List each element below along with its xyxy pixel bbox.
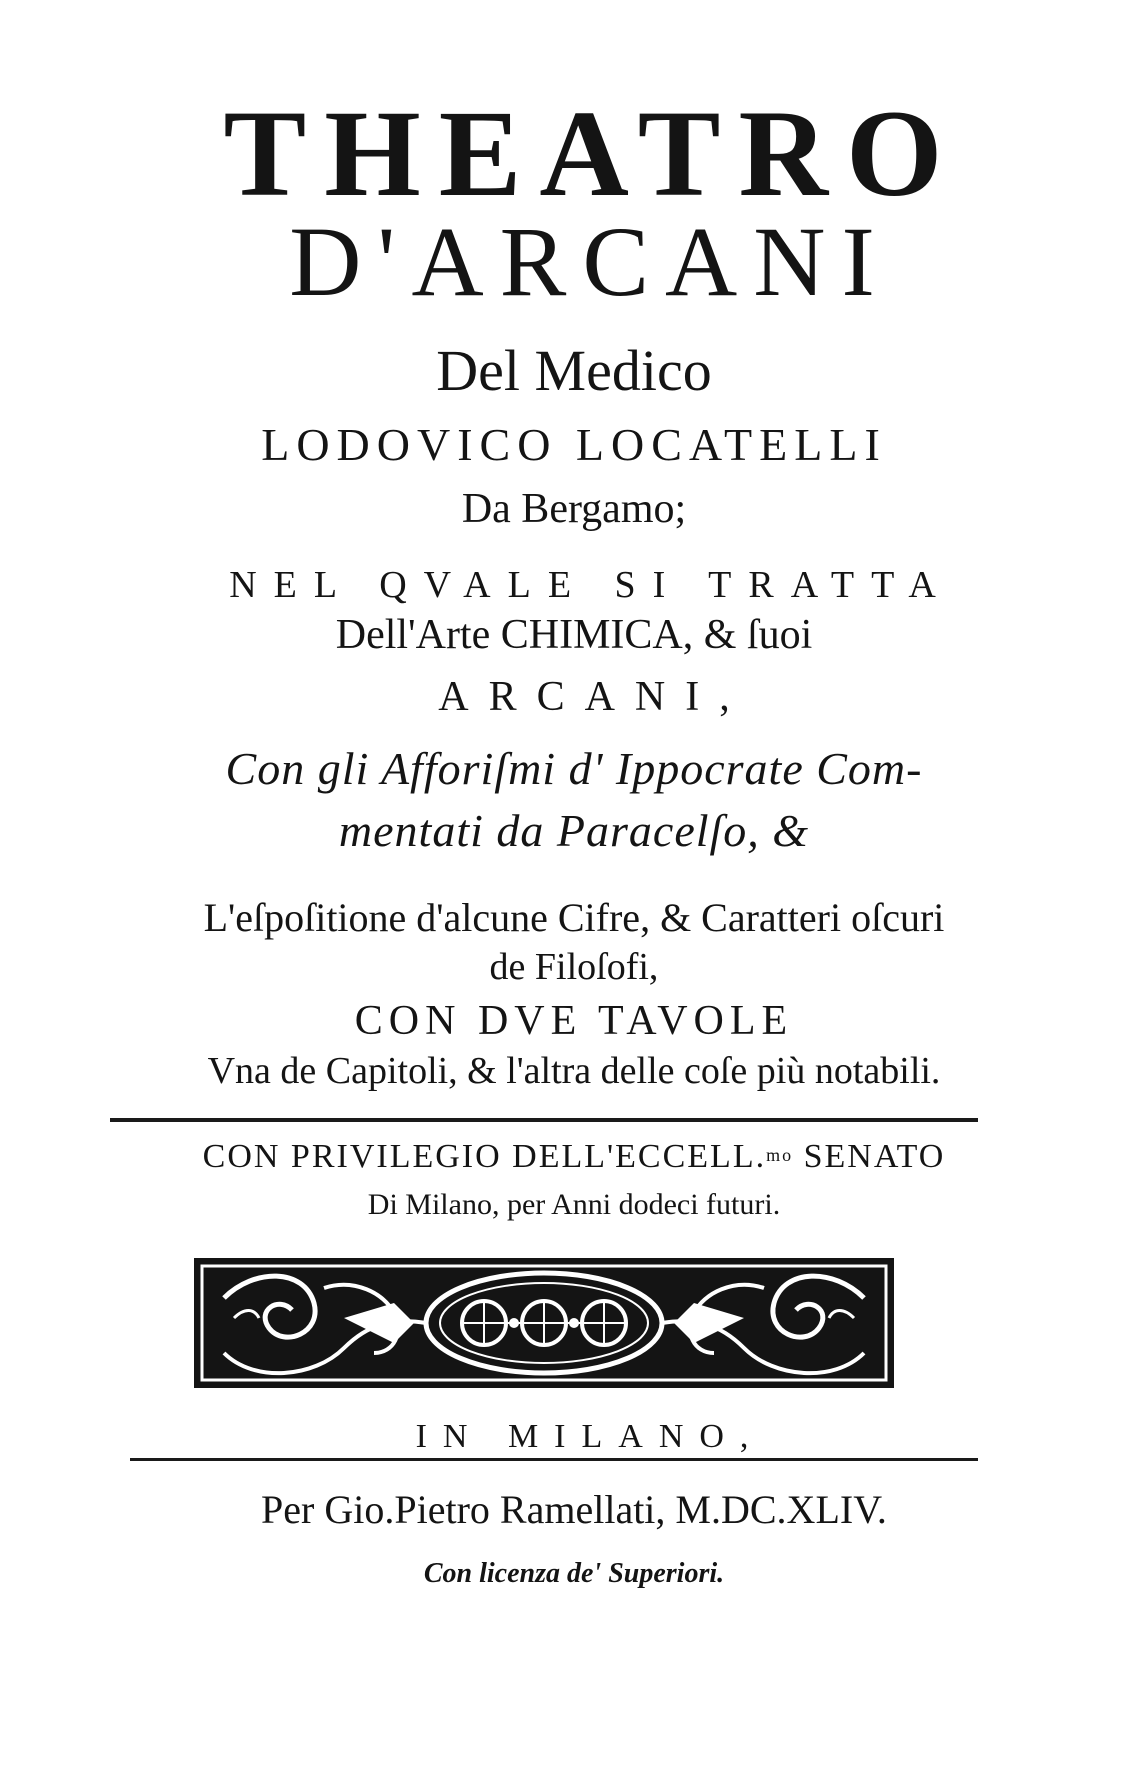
title-line-1: THEATRO — [223, 85, 961, 222]
printers-ornament-icon — [194, 1258, 894, 1388]
divider-rule — [130, 1458, 978, 1461]
license-line: Con licenza de' Superiori. — [423, 1558, 725, 1589]
privilege-line-1 — [0, 1140, 1148, 1174]
subject-arcani: ARCANI, — [438, 674, 750, 720]
privilege-line-2: Di Milano, per Anni dodeci futuri. — [367, 1188, 781, 1221]
privilege-superscript: mo — [766, 1145, 794, 1165]
author-origin: Da Bergamo; — [461, 486, 687, 532]
divider-rule — [110, 1118, 978, 1122]
title-line-2: D'ARCANI — [289, 206, 891, 317]
privilege-main: CON PRIVILEGIO DELL'ECCELL. — [202, 1138, 767, 1175]
exposition-line-1: L'eſpoſitione d'alcune Cifre, & Caratteri oſcuri — [203, 895, 945, 940]
printer-imprint: Per Gio.Pietro Ramellati, M.DC.XLIV. — [261, 1487, 887, 1532]
exposition-line-2: de Filoſofi, — [489, 946, 659, 988]
tables-description: Vna de Capitoli, & l'altra delle coſe più notabili. — [207, 1050, 941, 1092]
tables-heading: CON DVE TAVOLE — [354, 998, 794, 1044]
privilege-end: SENATO — [793, 1138, 946, 1175]
subject-art: Dell'Arte CHIMICA, & ſuoi — [335, 612, 813, 658]
aphorisms-line-1: Con gli Afforiſmi d' Ippocrate Com- — [225, 743, 923, 794]
subject-intro: NEL QVALE SI TRATTA — [229, 564, 953, 606]
medico-line: Del Medico — [436, 338, 712, 403]
aphorisms-line-2: mentati da Paracelſo, & — [338, 805, 810, 856]
place-of-printing: IN MILANO, — [415, 1418, 765, 1455]
author-name: LODOVICO LOCATELLI — [261, 419, 887, 470]
